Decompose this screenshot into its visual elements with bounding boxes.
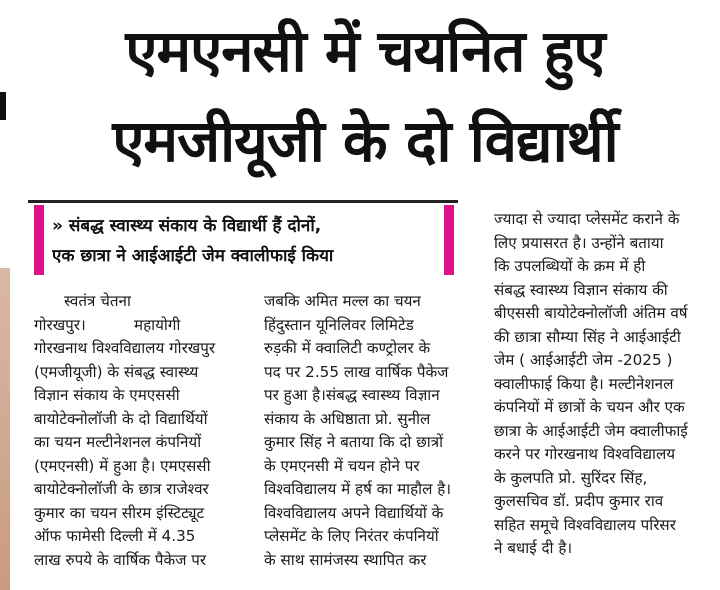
column-line: के एमएनसी में चयन होने पर	[264, 456, 420, 475]
column-line: जबकि अमित मल्ल का चयन	[264, 292, 421, 310]
column-line: क्वालीफाई किया है। मल्टीनेशनल	[494, 374, 674, 393]
column-line: जेम ( आईआईटी जेम -2025 )	[494, 351, 673, 369]
kicker-left-bar	[34, 205, 44, 275]
column-line: रुड़की में क्वालिटी कण्ट्रोलर के	[264, 339, 431, 357]
kicker-line-2: एक छात्रा ने आईआईटी जेम क्वालीफाई किया	[52, 246, 334, 266]
column-line: की छात्रा सौम्या सिंह ने आईआईटी	[494, 327, 681, 346]
column-line: ज्यादा से ज्यादा प्लेसमेंट कराने के	[494, 210, 680, 228]
column-line: संकाय के अधिष्ठाता प्रो. सुनील	[264, 409, 431, 428]
column-line: कुलसचिव डॉ. प्रदीप कुमार राव	[494, 492, 664, 510]
column-line: करने पर गोरखनाथ विश्वविद्यालय	[494, 445, 676, 463]
column-line: लिए प्रयासरत है। उन्होंने बताया	[494, 233, 664, 252]
adjacent-photo-edge	[0, 268, 10, 590]
column-line: (एमजीयूजी) के संबद्ध स्वास्थ्य	[34, 362, 199, 381]
kicker-top-rule	[28, 200, 458, 203]
column-line: ने बधाई दी है।	[494, 539, 573, 557]
column-line: के साथ सामंजस्य स्थापित कर	[264, 550, 427, 569]
kicker-line-1: » संबद्ध स्वास्थ्य संकाय के विद्यार्थी हैं दोनों,	[52, 216, 322, 236]
column-line: बायोटेक्नोलॉजी के दो विद्यार्थियों	[34, 409, 208, 428]
byline: स्वतंत्र चेतना	[64, 292, 131, 310]
column-line: कि उपलब्धियों के क्रम में ही	[494, 257, 646, 275]
column-line: पद पर 2.55 लाख वार्षिक पैकेज	[264, 362, 449, 381]
kicker-box	[34, 205, 454, 275]
column-line: के कुलपति प्रो. सुरिंदर सिंह,	[494, 468, 648, 487]
article-column-3	[494, 208, 704, 561]
column-line: बीएससी बायोटेक्नोलॉजी अंतिम वर्ष	[494, 304, 688, 322]
column-line: गोरखनाथ विश्वविद्यालय गोरखपुर	[34, 339, 216, 357]
column-line: संबद्ध स्वास्थ्य विज्ञान संकाय की	[494, 280, 668, 299]
column-line: विज्ञान संकाय के एमएससी	[34, 386, 180, 404]
column-line: हिंदुस्तान यूनिलिवर लिमिटेड	[264, 315, 414, 334]
column-line: विश्वविद्यालय में हर्ष का माहौल है।	[264, 480, 452, 498]
column-line: प्लेसमेंट के लिए निरंतर कंपनियों	[264, 527, 439, 545]
dateline: गोरखपुर। महायोगी	[34, 315, 181, 334]
column-line: विश्वविद्यालय अपने विद्यार्थियों के	[264, 503, 444, 522]
headline-line-1: एमएनसी में चयनित हुए	[125, 17, 605, 85]
article-column-2	[264, 290, 469, 572]
edge-mark	[0, 92, 6, 120]
column-line: का चयन मल्टीनेशनल कंपनियों	[34, 433, 202, 451]
column-line: ऑफ फामेसी दिल्ली में 4.35	[34, 527, 196, 545]
column-line: लाख रुपये के वार्षिक पैकेज पर	[34, 550, 207, 569]
column-line: बायोटेक्नोलॉजी के छात्र राजेश्वर	[34, 480, 209, 498]
column-line: (एमएनसी) में हुआ है। एमएससी	[34, 456, 211, 475]
column-line: कुमार सिंह ने बताया कि दो छात्रों	[264, 433, 444, 451]
column-line: सहित समूचे विश्वविद्यालय परिसर	[494, 515, 676, 534]
column-line: कुमार का चयन सीरम इंस्टिट्यूट	[34, 503, 205, 522]
column-line: पर हुआ है।संबद्ध स्वास्थ्य विज्ञान	[264, 386, 440, 404]
kicker-right-bar	[444, 205, 454, 275]
article-column-1	[34, 290, 246, 572]
headline-line-2: एमजीयूजी के दो विद्यार्थी	[112, 107, 618, 175]
column-line: छात्रा के आईआईटी जेम क्वालीफाई	[494, 421, 688, 440]
column-line: कंपनियों में छात्रों के चयन और एक	[494, 398, 685, 416]
